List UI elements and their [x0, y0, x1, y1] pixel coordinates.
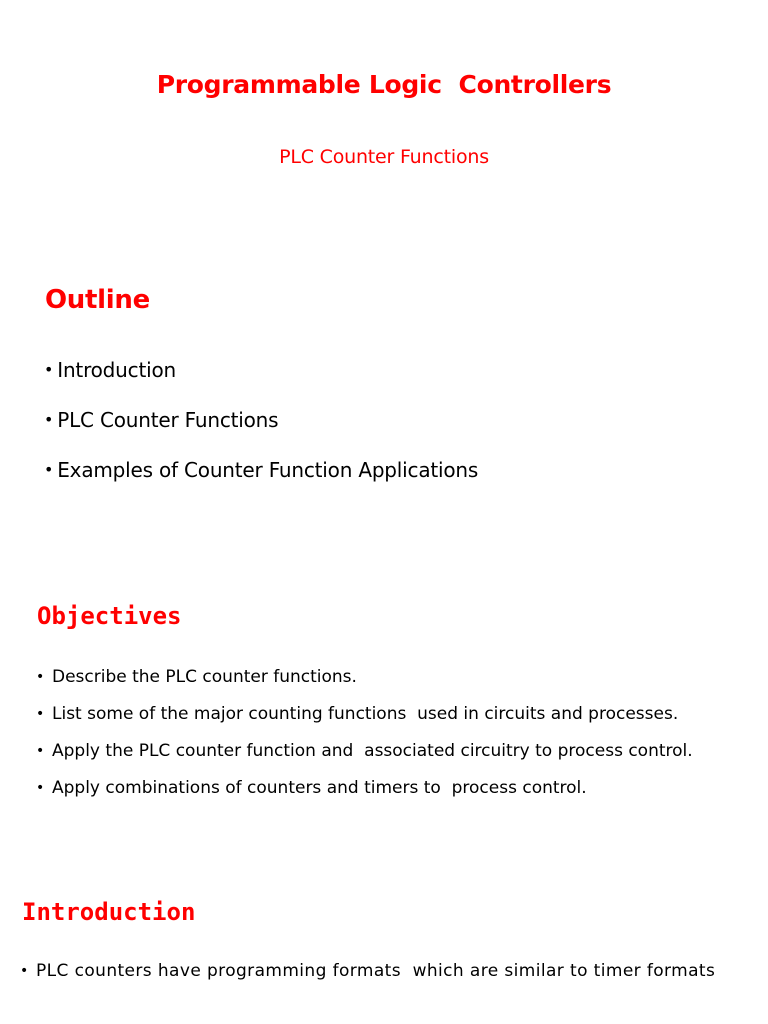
objective-item-label: Describe the PLC counter functions. — [52, 667, 357, 687]
bullet-icon: • — [36, 706, 45, 722]
bullet-icon: • — [20, 963, 29, 979]
objective-item-label: Apply the PLC counter function and associated circuitry to process control. — [52, 741, 693, 761]
objective-item — [36, 660, 736, 695]
objective-item-label: List some of the major counting functions used in circuits and processes. — [52, 704, 679, 724]
outline-heading: Outline — [45, 285, 150, 315]
outline-item — [44, 405, 478, 455]
outline-item — [44, 355, 478, 405]
bullet-icon: • — [44, 410, 54, 429]
bullet-icon: • — [44, 460, 54, 479]
objectives-list — [36, 660, 736, 808]
objective-item — [36, 734, 736, 769]
introduction-heading: Introduction — [22, 898, 196, 926]
objective-item-label: Apply combinations of counters and timers to process control. — [52, 778, 587, 798]
objective-item — [36, 771, 736, 806]
bullet-icon: • — [36, 743, 45, 759]
bullet-icon: • — [44, 360, 54, 379]
slide-subtitle: PLC Counter Functions — [279, 146, 489, 168]
slide-title: Programmable Logic Controllers — [156, 70, 612, 99]
outline-item-label: Introduction — [57, 358, 176, 382]
outline-list — [44, 355, 478, 505]
bullet-icon: • — [36, 669, 45, 685]
objective-item — [36, 697, 736, 732]
introduction-item — [20, 955, 730, 988]
bullet-icon: • — [36, 780, 45, 796]
outline-item-label: Examples of Counter Function Applications — [57, 458, 479, 482]
objectives-heading: Objectives — [37, 602, 182, 630]
outline-item — [44, 455, 478, 505]
introduction-item-label: PLC counters have programming formats which are similar to timer formats — [36, 961, 716, 981]
outline-item-label: PLC Counter Functions — [57, 408, 279, 432]
introduction-list — [20, 955, 730, 988]
